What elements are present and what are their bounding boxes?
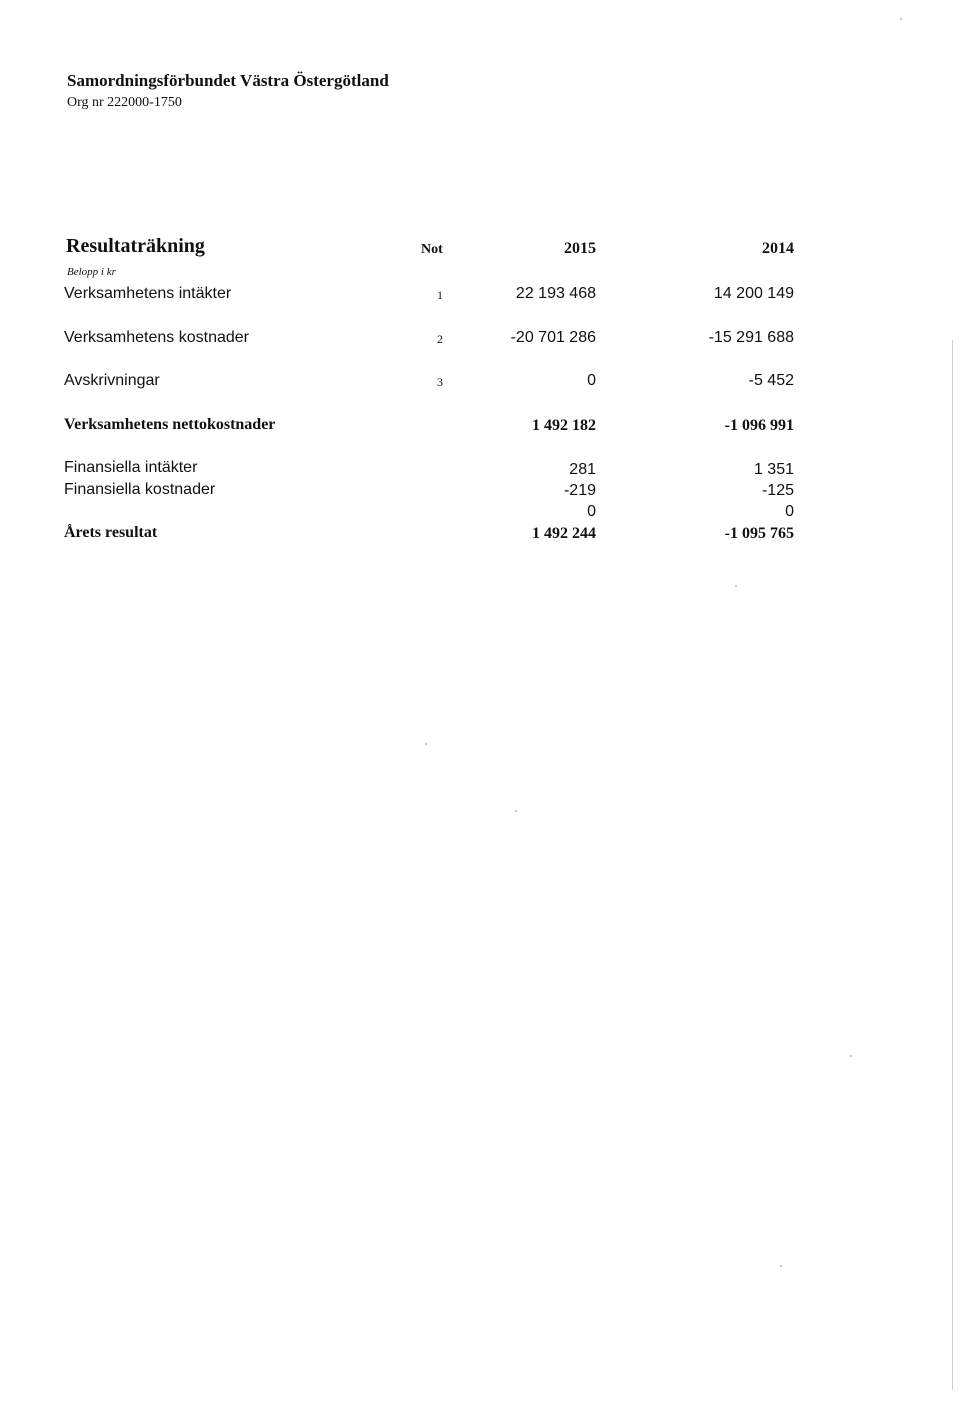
statement-title: Resultaträkning — [66, 235, 205, 257]
row-label: Verksamhetens intäkter — [64, 285, 232, 302]
row-note: 1 — [437, 288, 443, 302]
scan-edge-line — [952, 340, 953, 1390]
row-label: Verksamhetens nettokostnader — [64, 416, 276, 433]
row-label: Avskrivningar — [64, 372, 160, 389]
row-value-2014: -15 291 688 — [708, 329, 794, 346]
row-value-2015: -219 — [563, 482, 596, 499]
row-label: Verksamhetens kostnader — [64, 329, 249, 346]
scan-speck — [735, 585, 737, 587]
column-header-2015: 2015 — [564, 240, 596, 257]
row-note: 3 — [437, 375, 443, 389]
row-value-2015: 281 — [569, 461, 596, 478]
scan-speck — [900, 18, 902, 20]
row-value-2014: -1 095 765 — [724, 525, 794, 542]
organization-name: Samordningsförbundet Västra Östergötland — [67, 71, 389, 90]
row-value-2015: 0 — [587, 372, 596, 389]
row-value-2015: 1 492 244 — [532, 525, 596, 542]
scan-speck — [850, 1055, 852, 1057]
row-label: Årets resultat — [64, 524, 158, 541]
row-label: Finansiella intäkter — [64, 459, 198, 476]
row-value-2014: 14 200 149 — [713, 285, 794, 302]
row-value-2015: -20 701 286 — [510, 329, 596, 346]
column-header-2014: 2014 — [762, 240, 794, 257]
row-value-2015: 1 492 182 — [532, 417, 596, 434]
row-note: 2 — [437, 332, 443, 346]
row-value-2014: -125 — [761, 482, 794, 499]
column-header-note: Not — [421, 242, 443, 257]
row-value-2014: 1 351 — [753, 461, 794, 478]
row-value-2015: 22 193 468 — [515, 285, 596, 302]
row-value-2015: 0 — [587, 503, 596, 520]
row-value-2014: -5 452 — [748, 372, 794, 389]
organization-number: Org nr 222000-1750 — [67, 95, 182, 110]
scan-speck — [425, 743, 427, 745]
scan-speck — [780, 1265, 782, 1267]
row-label: Finansiella kostnader — [64, 481, 216, 498]
scan-speck — [515, 810, 517, 812]
amount-unit: Belopp i kr — [67, 266, 116, 278]
row-value-2014: -1 096 991 — [724, 417, 794, 434]
row-value-2014: 0 — [785, 503, 794, 520]
